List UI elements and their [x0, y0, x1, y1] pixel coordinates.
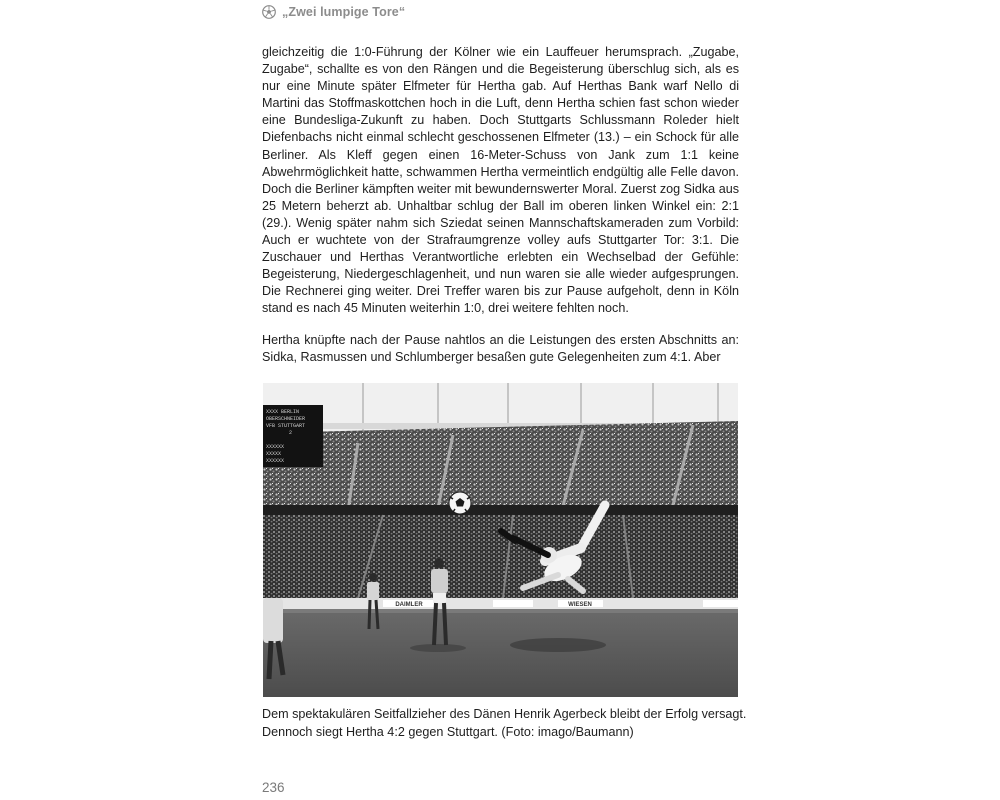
ad-board-1: DAIMLER — [395, 602, 423, 608]
scoreboard-line-2: OBERSCHNEIDER — [266, 416, 306, 422]
paragraph-1: gleichzeitig die 1:0-Führung der Kölner wie ein Lauffeuer herumsprach. „Zugabe, Zugabe“, schallte es von den Rängen und die Begeisterung überschlug sich, als es nur eine Minute später Elfmeter für Hertha gab. Auf Herthas Bank warf Nello di Martini das Stoffmaskottchen hoch in die Luft, denn Hertha schien fast schon wieder eine Bundesliga-Zukunft zu haben. Doch Stuttgarts Schlussmann Roleder hielt Diefenbachs nicht einmal schlecht geschossenen Elfmeter (13.) – ein Schock für alle Berliner. Als Kleff gegen einen 16-Meter-Schuss von Jank zum 1:1 keine Abwehrmöglichkeit hatte, schwammen Hertha vermeintlich endgültig alle Felle davon. Doch die Berliner kämpften weiter mit bewundernswerter Moral. Zuerst zog Sidka aus 25 Metern beherzt ab. Unhaltbar schlug der Ball im oberen linken Winkel ein: 2:1 (29.). Wenig später nahm sich Sziedat seinen Mannschaftskameraden zum Vorbild: Auch er wuchtete von der Strafraumgrenze volley aufs Stuttgarter Tor: 3:1. Die Zuschauer und Herthas Verantwortliche erlebten ein Wechselbad der Gefühle: Begeisterung, Niedergeschlagenheit, und nun waren sie alle wieder aufgesprungen. Die Rechnerei ging weiter. Drei Treffer waren bis zur Pause aufgeholt, denn in Köln stand es nach 45 Minuten weiterhin 1:0, drei weitere fehlten noch. — [262, 45, 739, 316]
scoreboard-line-3: VFB STUTTGART — [266, 423, 306, 429]
caption-line-1: Dem spektakulären Seitfallzieher des Dänen Henrik Agerbeck bleibt der Erfolg versagt. — [262, 707, 747, 721]
scoreboard-line-7: XXXXX — [266, 451, 282, 457]
photo-caption — [262, 706, 762, 741]
scoreboard-line-8: XXXXXX — [266, 458, 285, 464]
football-icon — [262, 5, 276, 19]
scoreboard-line-4: 2 — [289, 430, 293, 436]
football — [449, 492, 471, 514]
scoreboard-line-1: XXXX BERLIN — [266, 409, 300, 415]
ad-board-2: WIESEN — [568, 602, 592, 608]
body-text — [262, 44, 739, 380]
scoreboard-line-6: XXXXXX — [266, 444, 285, 450]
running-header — [262, 2, 405, 22]
chapter-title: „Zwei lumpige Tore“ — [282, 5, 406, 19]
paragraph-2: Hertha knüpfte nach der Pause nahtlos an die Leistungen des ersten Abschnitts an: Sidka, Rasmussen und Schlumberger besaßen gute Gelegenheiten zum 4:1. Aber — [262, 332, 739, 364]
stadium-photo — [263, 383, 738, 697]
caption-line-2: Dennoch siegt Hertha 4:2 gegen Stuttgart. (Foto: imago/Baumann) — [262, 724, 634, 739]
page-number: 236 — [262, 780, 285, 795]
